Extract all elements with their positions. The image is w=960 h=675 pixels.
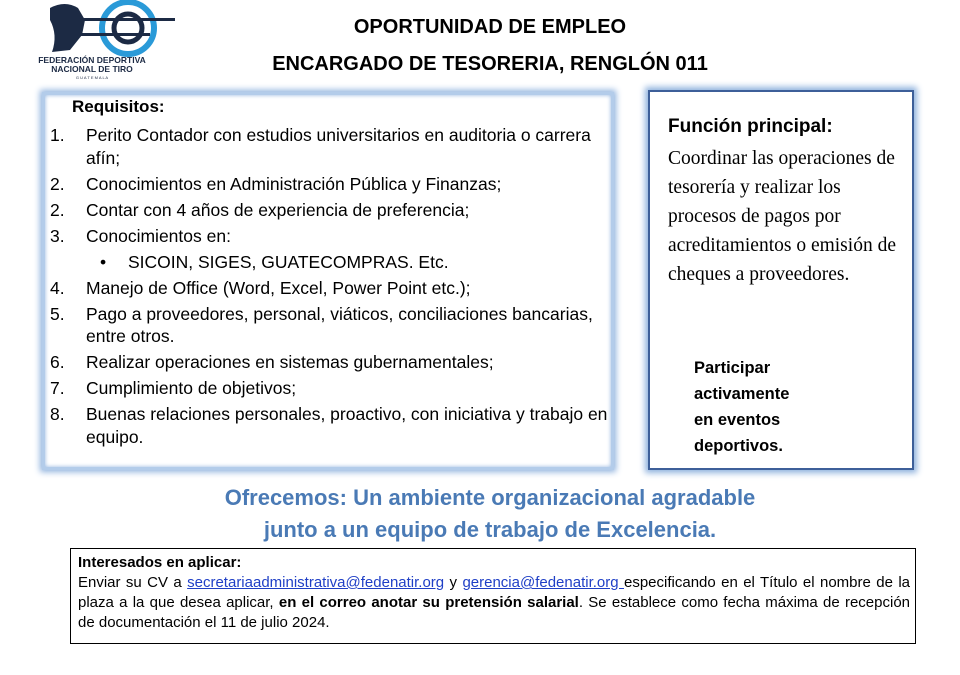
participar-line: deportivos. (694, 437, 783, 455)
aplicar-heading: Interesados en aplicar: (78, 554, 242, 571)
item-text: Pago a proveedores, personal, viáticos, conciliaciones bancarias, entre otros. (86, 303, 593, 346)
text: Enviar su CV a (78, 574, 188, 591)
item-text: Realizar operaciones en sistemas gubernamentales; (86, 352, 494, 372)
participar-line: activamente (694, 385, 790, 403)
item-number: 8. (50, 404, 65, 424)
participar-line: en eventos (694, 411, 781, 429)
requisito-item (48, 351, 614, 374)
item-text: SICOIN, SIGES, GUATECOMPRAS. Etc. (128, 251, 449, 272)
svg-text:FEDERACIÓN DEPORTIVA: FEDERACIÓN DEPORTIVA (38, 55, 146, 65)
email-link-secretaria[interactable]: secretariaadministrativa@fedenatir.org (187, 574, 445, 591)
requisito-item (48, 199, 614, 222)
item-number: 6. (50, 352, 65, 372)
requisito-item (48, 124, 614, 169)
email-link-gerencia[interactable]: gerencia@fedenatir.org (462, 574, 624, 591)
text: . Se establece como fecha máxima de recepción de documentación el 11 de julio 2024. (78, 594, 911, 631)
requisito-item (48, 303, 614, 348)
ofrecemos-line-1: Ofrecemos: Un ambiente organizacional agradable (224, 485, 756, 510)
item-text: Conocimientos en: (86, 225, 231, 246)
item-text: Buenas relaciones personales, proactivo, con iniciativa y trabajo en equipo. (86, 404, 608, 447)
requisito-item (48, 377, 614, 400)
requisitos-list (48, 124, 614, 452)
participar-line: Participar (694, 359, 771, 377)
participar-text (694, 355, 789, 459)
item-text: Conocimientos en Administración Pública y Finanzas; (86, 173, 502, 194)
item-number: 2. (50, 199, 65, 220)
text: y (444, 574, 463, 591)
aplicar-text (78, 553, 910, 633)
ofrecemos-line-2: junto a un equipo de trabajo de Excelencia. (263, 517, 717, 542)
requisito-item (48, 225, 614, 248)
item-number: 2. (50, 173, 65, 194)
salary-note: en el correo anotar su pretensión salarial (278, 594, 579, 611)
requisito-item (48, 251, 614, 274)
item-number: 5. (50, 303, 65, 324)
requisitos-heading: Requisitos: (72, 97, 165, 116)
svg-text:G U A T E M A L A: G U A T E M A L A (75, 75, 109, 80)
item-number: 4. (50, 277, 65, 298)
item-number: • (100, 251, 107, 272)
requisito-item (48, 173, 614, 196)
item-number: 3. (50, 225, 65, 246)
funcion-heading: Función principal: (668, 116, 833, 137)
text: especificando en el Título el nombre de la plaza a la que desea aplicar, (78, 574, 910, 611)
item-text: Manejo de Office (Word, Excel, Power Point etc.); (86, 277, 471, 298)
item-number: 7. (50, 378, 65, 398)
item-text: Contar con 4 años de experiencia de preferencia; (86, 199, 470, 220)
funcion-text: Coordinar las operaciones de tesorería y realizar los procesos de pagos por acreditamientos o emisión de cheques a proveedores. (668, 148, 896, 285)
title-line-1: OPORTUNIDAD DE EMPLEO (353, 16, 627, 38)
requisito-item (48, 277, 614, 300)
item-text: Perito Contador con estudios universitarios en auditoria o carrera afín; (86, 125, 591, 168)
item-number: 1. (50, 125, 65, 145)
requisito-item (48, 403, 614, 448)
federation-logo (30, 0, 190, 80)
item-text: Cumplimiento de objetivos; (86, 378, 297, 398)
svg-text:NACIONAL DE TIRO: NACIONAL DE TIRO (51, 64, 133, 74)
title-line-2: ENCARGADO DE TESORERIA, RENGLÓN 011 (272, 53, 708, 75)
